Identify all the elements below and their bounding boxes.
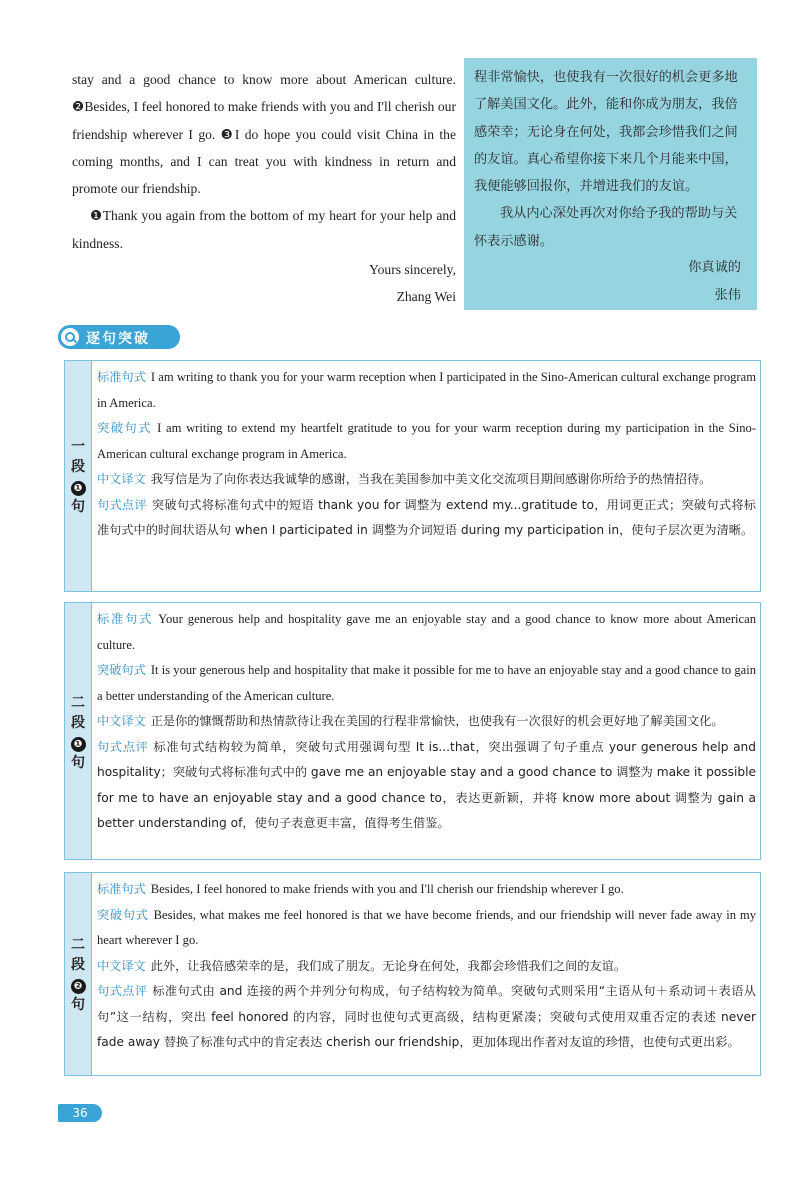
block-label-char: 段 bbox=[71, 715, 85, 731]
standard-label: 标准句式 bbox=[97, 370, 146, 384]
block-content bbox=[97, 607, 756, 837]
block-label-char: 句 bbox=[71, 499, 85, 515]
standard-sentence bbox=[97, 607, 756, 658]
comment-text: 标准句式由 and 连接的两个并列分句构成，句子结构较为简单。突破句式则采用“主语从句＋系动词＋表语从句”这一结构，突出 feel honored 的内容，同时也使句式更高级，结构更紧凑；突破句式使用双重否定的表述 never fade away 替换了标准句式中的肯定表达 cherish our friendship，更加体现出作者对友谊的珍惜，也使句式更出彩。 bbox=[97, 984, 756, 1049]
translation-sentence bbox=[97, 954, 756, 980]
breakthrough-sentence bbox=[97, 658, 756, 709]
breakthrough-text: Besides, what makes me feel honored is that we have become friends, and our friendship will never fade away in my heart wherever I go. bbox=[97, 907, 757, 947]
block-label-char: 一 bbox=[71, 439, 85, 455]
translation-sentence bbox=[97, 709, 756, 735]
english-letter-paragraph-2: ❶Thank you again from the bottom of my heart for your help and kindness. bbox=[72, 208, 456, 251]
analysis-block-2 bbox=[64, 602, 761, 860]
translation-label: 中文译文 bbox=[97, 958, 146, 973]
magnifier-icon bbox=[61, 328, 79, 346]
translation-text: 我写信是为了向你表达我诚挚的感谢，当我在美国参加中美文化交流项目期间感谢你所给予的热情招待。 bbox=[150, 472, 712, 486]
translation-text: 正是你的慷慨帮助和热情款待让我在美国的行程非常愉快，也使我有一次很好的机会更好地了解美国文化。 bbox=[150, 714, 724, 728]
block-label-column bbox=[65, 603, 92, 859]
block-label-char: 二 bbox=[71, 695, 85, 711]
standard-sentence bbox=[97, 365, 756, 416]
standard-text: Besides, I feel honored to make friends with you and I'll cherish our friendship wherever I go. bbox=[150, 882, 624, 896]
section-tag bbox=[58, 325, 180, 349]
block-label-number-wrap bbox=[65, 733, 91, 753]
block-label-number-wrap bbox=[65, 477, 91, 497]
breakthrough-label: 突破句式 bbox=[97, 907, 149, 922]
comment-text: 标准句式结构较为简单，突破句式用强调句型 It is...that，突出强调了句子重点 your generous help and hospitality；突破句式将标准句式中的 gave me an enjoyable stay and a good chance to 调整为 make it possible for me to have an enjoyable stay and a good chance to，表达更新颖，并将 know more about 调整为 gain a better understanding of，使句子表意更丰富，值得考生借鉴。 bbox=[97, 739, 756, 830]
breakthrough-text: I am writing to extend my heartfelt gratitude to you for your warm reception during my participation in the Sino-American cultural exchange program in America. bbox=[97, 421, 757, 461]
translation-text: 此外，让我倍感荣幸的是，我们成了朋友。无论身在何处，我都会珍惜我们之间的友谊。 bbox=[150, 958, 627, 973]
block-label-char: 段 bbox=[71, 459, 85, 475]
breakthrough-sentence bbox=[97, 903, 756, 954]
chinese-signature: 张伟 bbox=[714, 288, 741, 303]
comment-sentence bbox=[97, 493, 756, 544]
english-closing: Yours sincerely, bbox=[369, 262, 456, 277]
breakthrough-text: It is your generous help and hospitality that make it possible for me to have an enjoyable stay and a good chance to gain a better understanding of the American culture. bbox=[97, 663, 757, 703]
chinese-closing: 你真诚的 bbox=[688, 260, 741, 275]
standard-label: 标准句式 bbox=[97, 882, 146, 896]
block-label-number: ❶ bbox=[71, 737, 86, 752]
block-label-char: 句 bbox=[71, 997, 85, 1013]
block-label-number: ❶ bbox=[71, 481, 86, 496]
chinese-letter-paragraph-2: 我从内心深处再次对你给予我的帮助与关怀表示感谢。 bbox=[474, 206, 738, 249]
english-signature: Zhang Wei bbox=[396, 289, 456, 304]
translation-sentence bbox=[97, 467, 756, 493]
standard-text: Your generous help and hospitality gave me an enjoyable stay and a good chance to know more about American culture. bbox=[97, 612, 757, 652]
chinese-translation-box bbox=[464, 58, 757, 310]
comment-label: 句式点评 bbox=[97, 739, 149, 754]
chinese-letter-paragraph-1: 程非常愉快，也使我有一次很好的机会更多地了解美国文化。此外，能和你成为朋友，我倍感荣幸；无论身在何处，我都会珍惜我们之间的友谊。真心希望你接下来几个月能来中国，我便能够回报你，并增进我们的友谊。 bbox=[474, 70, 738, 195]
standard-text: I am writing to thank you for your warm reception when I participated in the Sino-American cultural exchange program in America. bbox=[97, 370, 756, 410]
breakthrough-label: 突破句式 bbox=[97, 663, 146, 677]
block-content bbox=[97, 365, 756, 544]
block-label-column bbox=[65, 361, 92, 591]
comment-sentence bbox=[97, 979, 756, 1056]
block-label-number-wrap bbox=[65, 975, 91, 995]
block-label-char: 段 bbox=[71, 957, 85, 973]
breakthrough-sentence bbox=[97, 416, 756, 467]
analysis-block-1 bbox=[64, 360, 761, 592]
block-content bbox=[97, 877, 756, 1056]
english-letter bbox=[72, 66, 456, 257]
comment-sentence bbox=[97, 735, 756, 837]
page-number: 36 bbox=[58, 1104, 102, 1122]
section-title: 逐句突破 bbox=[86, 331, 150, 347]
analysis-block-3 bbox=[64, 872, 761, 1076]
standard-sentence bbox=[97, 877, 756, 903]
comment-label: 句式点评 bbox=[97, 497, 147, 512]
comment-text: 突破句式将标准句式中的短语 thank you for 调整为 extend my...gratitude to，用词更正式；突破句式将标准句式中的时间状语从句 when I participated in 调整为介词短语 during my participation in，使句子层次更为清晰。 bbox=[97, 497, 756, 537]
block-label-number: ❷ bbox=[71, 979, 86, 994]
translation-label: 中文译文 bbox=[97, 714, 146, 728]
block-label-char: 句 bbox=[71, 755, 85, 771]
english-letter-paragraph-1: stay and a good chance to know more about American culture. ❷Besides, I feel honored to make friends with you and I'll cherish our friendship wherever I go. ❸I do hope you could visit China in the coming months, and I can treat you with kindness in return and promote our friendship. bbox=[72, 72, 456, 197]
standard-label: 标准句式 bbox=[97, 612, 154, 626]
comment-label: 句式点评 bbox=[97, 984, 148, 998]
translation-label: 中文译文 bbox=[97, 472, 146, 486]
block-label-column bbox=[65, 873, 92, 1075]
block-label-char: 二 bbox=[71, 937, 85, 953]
breakthrough-label: 突破句式 bbox=[97, 421, 153, 435]
